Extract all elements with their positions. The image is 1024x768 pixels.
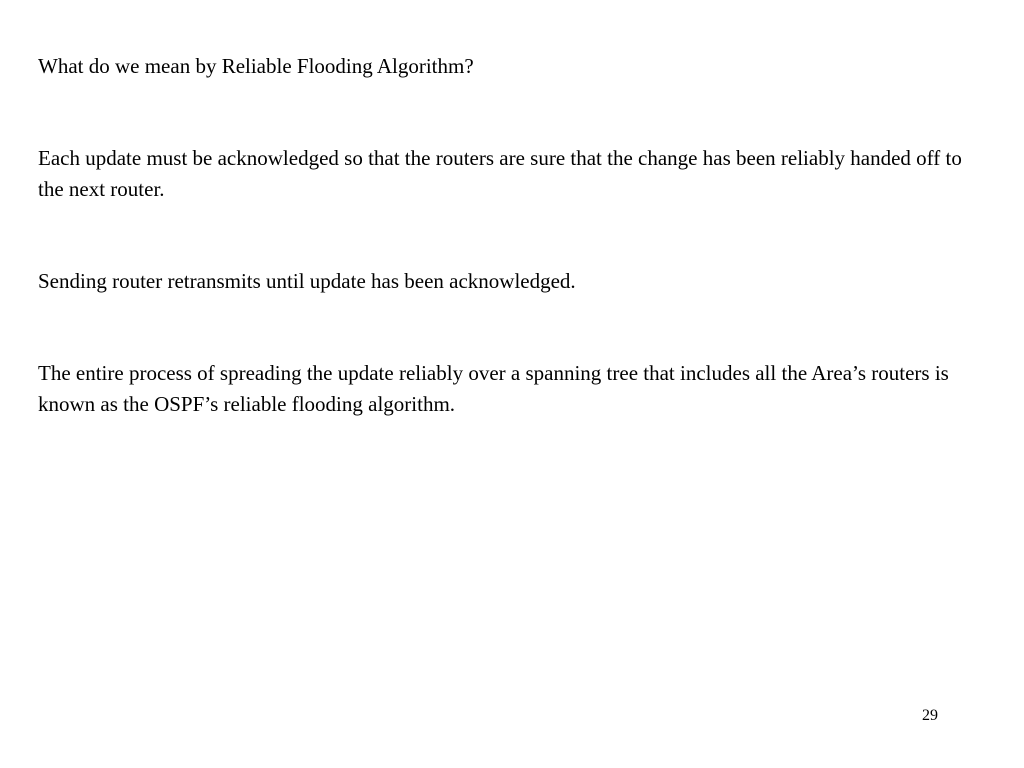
page-number: 29 — [922, 707, 938, 724]
paragraph-flooding-algorithm: The entire process of spreading the update reliably over a spanning tree that includes all the Area’s routers is known as the OSPF’s reliable flooding algorithm. — [38, 361, 949, 416]
slide-heading: What do we mean by Reliable Flooding Algorithm? — [38, 54, 474, 78]
paragraph-retransmit: Sending router retransmits until update has been acknowledged. — [38, 269, 576, 293]
paragraph-acknowledgement: Each update must be acknowledged so that the routers are sure that the change has been reliably handed off to the next router. — [38, 146, 962, 201]
